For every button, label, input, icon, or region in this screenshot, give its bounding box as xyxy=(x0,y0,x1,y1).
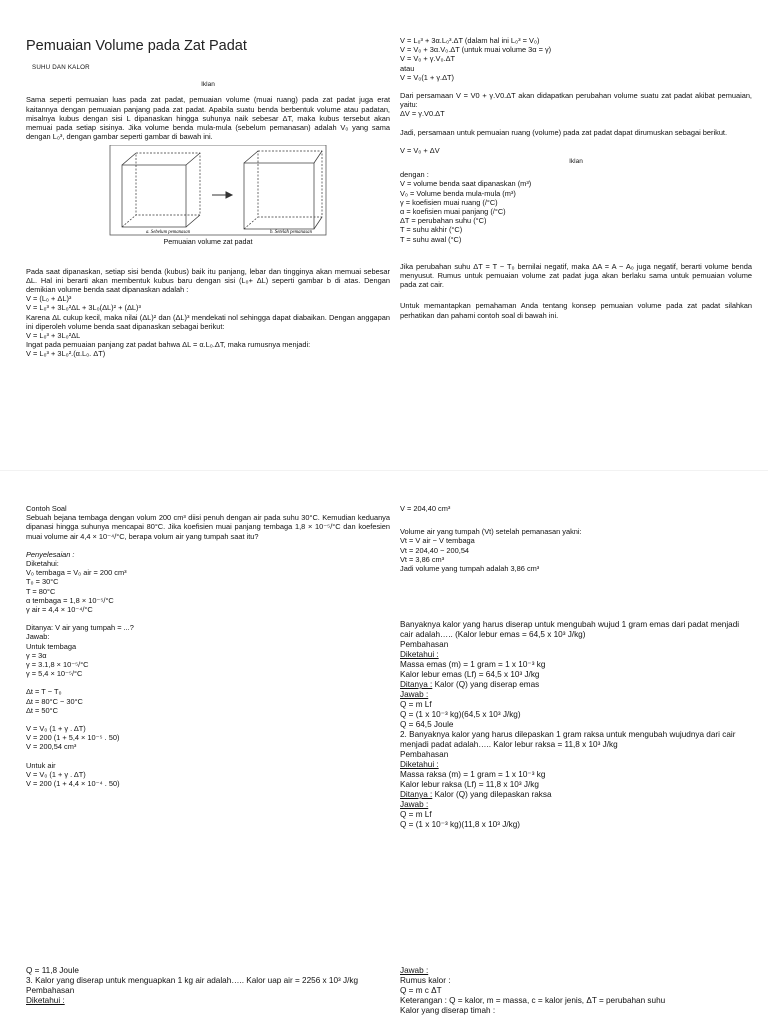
legend-item-v0: V₀ = Volume benda mula-mula (m³) xyxy=(400,188,516,198)
legend-item-delta-t: ΔT = perubahan suhu (°C) xyxy=(400,216,487,226)
equation-r2: V = V₀ + 3α.V₀.ΔT (untuk muai volume 3α = γ) xyxy=(400,45,552,55)
q1-asked-label: Ditanya : xyxy=(400,680,433,689)
question-1: Banyaknya kalor yang harus diserap untuk mengubah wujud 1 gram emas dari padat menjadi cair adalah….. (Kalor lebur emas = 64,5 x 10³ J/kg) xyxy=(400,620,740,639)
p3-r-line-2: Rumus kalor : xyxy=(400,976,451,985)
legend-item-alpha: α = koefisien muai panjang (/°C) xyxy=(400,207,506,217)
equation-r4: V = V₀(1 + γ.ΔT) xyxy=(400,72,455,82)
q2-asked xyxy=(400,790,752,800)
ad-label: Iklan xyxy=(201,81,215,89)
step-3: γ = 5,4 × 10⁻⁵/°C xyxy=(26,669,83,679)
q2-step-2: Q = (1 x 10⁻³ kg)(11,8 x 10³ J/kg) xyxy=(400,820,520,829)
p3-line-4: Diketahui : xyxy=(26,996,65,1005)
result-5: Vt = 3,86 cm³ xyxy=(400,554,445,564)
figure-label-before: a. Sebelum pemanasan xyxy=(146,230,191,236)
equation-1: V = (L₀ + ΔL)³ xyxy=(26,294,72,304)
legend-item-t: T = suhu akhir (°C) xyxy=(400,225,463,235)
q1-step-3: Q = 64,5 Joule xyxy=(400,720,454,729)
p3-r-line-3: Q = m c ΔT xyxy=(400,986,442,995)
page-1-right-column xyxy=(400,36,752,320)
step-2: γ = 3.1,8 × 10⁻⁵/°C xyxy=(26,660,89,670)
page-3 xyxy=(0,962,768,1024)
page-2-right-column-qa xyxy=(400,620,752,830)
q1-known-1: Massa emas (m) = 1 gram = 1 x 10⁻³ kg xyxy=(400,660,546,669)
page-1 xyxy=(0,30,768,430)
asked: Ditanya: V air yang tumpah = ...? xyxy=(26,623,134,633)
result-3: Vt = V air − V tembaga xyxy=(400,536,475,546)
known-heading-q1: Diketahui : xyxy=(400,650,439,659)
page-2-right-column xyxy=(400,504,752,573)
known-1: V₀ tembaga = V₀ air = 200 cm³ xyxy=(26,568,127,578)
legend-item-t0: T = suhu awal (°C) xyxy=(400,234,462,244)
p3-r-line-1: Jawab : xyxy=(400,966,429,975)
paragraph-recall: Ingat pada pemuaian panjang zat padat bahwa ΔL = α.L₀.ΔT, maka rumusnya menjadi: xyxy=(26,340,311,350)
intro-paragraph: Sama seperti pemuaian luas pada zat padat, pemuaian volume (muai ruang) pada zat padat juga erat kaitannya dengan pemuaian panjang pada zat padat. Apabila suatu benda berbentuk volume atau padatan, misalnya kubus dengan sisi L dipanaskan hingga suhunya naik sebesar ΔT, maka kubus tersebut akan memuai pada setiap sisinya. Jika volume benda mula-mula (sebelum pemanasan) adalah V₀ yang sama dengan L₀³, dengan gambar seperti gambar di bawah ini. xyxy=(26,95,390,142)
page-2 xyxy=(0,500,768,940)
result-6: Jadi volume yang tumpah adalah 3,86 cm³ xyxy=(400,564,540,574)
known-2: T₀ = 30°C xyxy=(26,577,59,587)
step-8: V = 200 (1 + 5,4 × 10⁻⁵ . 50) xyxy=(26,733,120,743)
legend-heading: dengan : xyxy=(400,170,429,180)
example-question: Sebuah bejana tembaga dengan volum 200 cm³ diisi penuh dengan air pada suhu 30°C. Kemudian keduanya dipanasi hingga suhunya mencapai 80°C. Jika koefisien muai panjang tembaga 1,8 × 10⁻⁵/°C dan koefesien muai volume air 4,4 × 10⁻⁴/°C, berapa volum air yang tumpah saat itu? xyxy=(26,513,390,541)
word-atau: atau xyxy=(400,63,415,73)
result-4: Vt = 204,40 − 200,54 xyxy=(400,545,470,555)
known-3: T = 80°C xyxy=(26,586,56,596)
page-title: Pemuaian Volume pada Zat Padat xyxy=(26,38,247,54)
q1-step-1: Q = m Lf xyxy=(400,700,432,709)
paragraph-summary: Jadi, persamaan untuk pemuaian ruang (volume) pada zat padat dapat dirumuskan sebagai berikut. xyxy=(400,127,728,137)
equation-r5: ΔV = γ.V0.ΔT xyxy=(400,109,445,119)
copper-heading: Untuk tembaga xyxy=(26,641,77,651)
paragraph-heating: Pada saat dipanaskan, setiap sisi benda (kubus) baik itu panjang, lebar dan tingginya akan memuai sebesar ΔL. Hal ini berarti akan membentuk kubus baru dengan sisi (L₀+ ΔL) seperti gambar b di atas. Dengan demikian volume benda saat dipanaskan adalah : xyxy=(26,266,390,295)
example-heading: Contoh Soal xyxy=(26,504,67,513)
page-2-left-column xyxy=(26,504,390,788)
equation-r1: V = L₀³ + 3α.L₀³.ΔT (dalam hal ini L₀³ = V₀) xyxy=(400,36,540,45)
paragraph-closing: Untuk memantapkan pemahaman Anda tentang konsep pemuaian volume pada zat padat silahkan perhatikan dan pahami contoh soal di bawah ini. xyxy=(400,301,752,320)
q2-asked-label: Ditanya : xyxy=(400,790,433,799)
q1-known-2: Kalor lebur emas (Lf) = 64,5 x 10³ J/kg xyxy=(400,670,540,679)
cube-expansion-figure xyxy=(26,145,390,237)
p3-r-line-4: Keterangan : Q = kalor, m = massa, c = kalor jenis, ΔT = perubahan suhu xyxy=(400,996,666,1005)
legend-item-gamma: γ = koefisien muai ruang (/°C) xyxy=(400,197,498,207)
cube-expansion-diagram xyxy=(26,145,390,237)
figure-caption: Pemuaian volume zat padat xyxy=(163,237,253,247)
p3-line-1: Q = 11,8 Joule xyxy=(26,966,79,975)
equation-4: V = L₀³ + 3L₀².(α.L₀. ΔT) xyxy=(26,349,106,359)
equation-2: V = L₀³ + 3L₀²ΔL + 3L₀(ΔL)² + (ΔL)³ xyxy=(26,303,141,313)
answer-heading: Jawab: xyxy=(26,632,50,642)
result-1: V = 204,40 cm³ xyxy=(400,504,451,513)
paragraph-delta-v: Dari persamaan V = V0 + γ.V0.ΔT akan didapatkan perubahan volume suatu zat padat akibat pemuaian, yaitu: xyxy=(400,91,752,110)
q2-known-1: Massa raksa (m) = 1 gram = 1 x 10⁻³ kg xyxy=(400,770,546,779)
equation-r6: V = V₀ + ΔV xyxy=(400,145,440,155)
equation-3: V = L₀³ + 3L₀²ΔL xyxy=(26,331,81,341)
page-divider-1 xyxy=(0,470,768,471)
solution-heading: Penyelesaian : xyxy=(26,549,75,559)
paragraph-approx: Karena ΔL cukup kecil, maka nilai (ΔL)² dan (ΔL)³ mendekati nol sehingga dapat diabaikan. Dengan anggapan ini diperoleh volume benda saat dipanaskan sebagai berikut: xyxy=(26,312,390,331)
q2-asked-text: Kalor (Q) yang dilepaskan raksa xyxy=(432,790,552,799)
step-10: V = V₀ (1 + γ . ΔT) xyxy=(26,769,86,779)
known-heading: Diketahui: xyxy=(26,559,59,569)
result-2: Volume air yang tumpah (Vt) setelah pemanasan yakni: xyxy=(400,527,582,537)
discussion-heading-2: Pembahasan xyxy=(400,750,449,759)
page-1-left-column xyxy=(26,38,390,359)
step-6: Δt = 50°C xyxy=(26,705,58,715)
q1-asked-text: Kalor (Q) yang diserap emas xyxy=(432,680,540,689)
p3-r-line-5: Kalor yang diserap timah : xyxy=(400,1006,496,1015)
q1-step-2: Q = (1 x 10⁻³ kg)(64,5 x 10³ J/kg) xyxy=(400,710,521,719)
step-1: γ = 3α xyxy=(26,650,47,660)
step-11: V = 200 (1 + 4,4 × 10⁻⁴ . 50) xyxy=(26,779,120,789)
page-3-left-column xyxy=(26,966,390,1006)
known-4: α tembaga = 1,8 × 10⁻⁵/°C xyxy=(26,595,114,605)
step-7: V = V₀ (1 + γ . ΔT) xyxy=(26,724,86,734)
known-5: γ air = 4,4 × 10⁻⁴/°C xyxy=(26,605,93,615)
water-heading: Untuk air xyxy=(26,760,56,770)
p3-line-3: Pembahasan xyxy=(26,986,75,995)
step-9: V = 200,54 cm³ xyxy=(26,742,77,752)
legend-item-v: V = volume benda saat dipanaskan (m³) xyxy=(400,179,532,189)
q1-asked xyxy=(400,680,752,690)
equation-r3: V = V₀ + γ.V₀.ΔT xyxy=(400,54,456,64)
ad-label-right: Iklan xyxy=(569,158,583,166)
paragraph-negative: Jika perubahan suhu ΔT = T − T₀ bernilai negatif, maka ΔA = A − A₀ juga negatif, berarti volume benda menyusut. Rumus untuk pemuaian volume zat padat juga akan berlaku sama untuk pemuaian volume pada zat cair. xyxy=(400,261,752,290)
q1-answer-heading: Jawab : xyxy=(400,690,429,699)
step-4: Δt = T − T₀ xyxy=(26,687,62,697)
step-5: Δt = 80°C − 30°C xyxy=(26,696,83,706)
figure-label-after: b. Setelah pemanasan xyxy=(270,230,312,236)
q2-known-2: Kalor lebur raksa (Lf) = 11,8 x 10³ J/kg xyxy=(400,780,539,789)
q2-step-1: Q = m Lf xyxy=(400,810,432,819)
question-2: 2. Banyaknya kalor yang harus dilepaskan 1 gram raksa untuk mengubah wujudnya dari cair menjadi padat adalah….. Kalor lebur raksa = 11,8 x 10³ J/kg xyxy=(400,730,736,749)
q2-answer-heading: Jawab : xyxy=(400,800,429,809)
category-label: SUHU DAN KALOR xyxy=(32,64,90,71)
page-3-right-column xyxy=(400,966,752,1016)
p3-line-2: 3. Kalor yang diserap untuk menguapkan 1 kg air adalah….. Kalor uap air = 2256 x 10³ J/kg xyxy=(26,976,359,985)
known-heading-q2: Diketahui : xyxy=(400,760,439,769)
discussion-heading: Pembahasan xyxy=(400,640,449,649)
